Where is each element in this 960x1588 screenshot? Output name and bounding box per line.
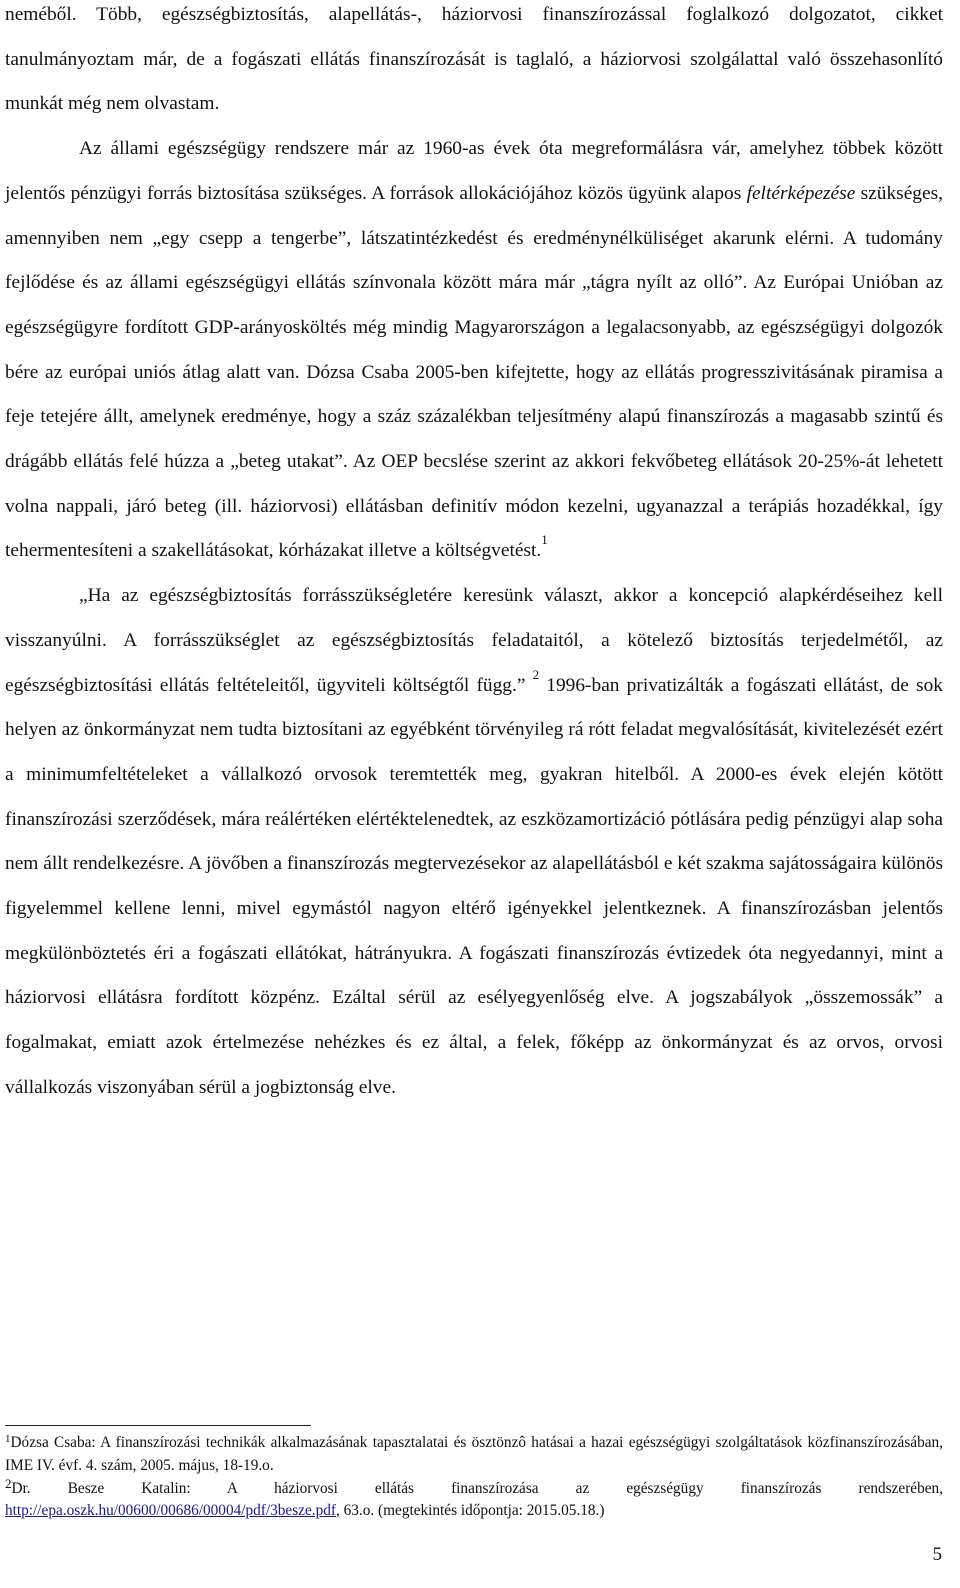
emphasis-feltérképezése: feltérképezése xyxy=(746,182,856,204)
page-number: 5 xyxy=(932,1544,942,1565)
footnote-2-link[interactable]: http://epa.oszk.hu/00600/00686/00004/pdf/3besze.pdf xyxy=(5,1502,336,1520)
footnote-separator xyxy=(5,1425,311,1426)
paragraph-3-quote: „Ha az egészségbiztosítás forrásszükségletére keresünk választ, akkor a koncepció alapkérdéseihez kell visszanyúlni. A forrásszükséglet az egészségbiztosítás feladataitól, a kötelező biztosítás terjedelmétől, az egészségbiztosítási ellátás feltételeitől, ügyviteli költségtől függ.” xyxy=(5,585,943,696)
footnote-2-text: Dr. Besze Katalin: A háziorvosi ellátás finanszírozása az egészségügy finanszírozás rendszerében, xyxy=(11,1479,943,1497)
paragraph-3 xyxy=(5,574,943,1110)
footnote-2-tail: , 63.o. (megtekintés időpontja: 2015.05.18.) xyxy=(335,1502,605,1520)
body-text xyxy=(5,0,943,1111)
footnote-1-mark: 1 xyxy=(5,1433,11,1445)
paragraph-2-text-b: szükséges, amennyiben nem „egy csepp a tengerbe”, látszatintézkedést és eredménynélküliséget akarunk elérni. A tudomány fejlődése és az állami egészségügyi ellátás színvonala között mára már „tágra nyílt az olló”. Az Európai Unióban az egészségügyre fordított GDP-arányosköltés még mindig Magyarországon a legalacsonyabb, az egészségügyi dolgozók bére az európai uniós átlag alatt van. Dózsa Csaba 2005-ben kifejtette, hogy az ellátás progresszivitásának piramisa a feje tetejére állt, amelynek eredménye, hogy a száz százalékban teljesítmény alapú finanszírozás a magasabb szintű és drágább ellátás felé húzza a „beteg utakat”. Az OEP becslése szerint az akkori fekvőbeteg ellátások 20-25%-át lehetett volna nappali, járó beteg (ill. háziorvosi) ellátásban definitív módon kezelni, ugyanazzal a terápiás hozadékkal, így tehermentesíteni a szakellátásokat, kórházakat illetve a költségvetést. xyxy=(5,182,943,562)
paragraph-2-text-a: Az állami egészségügy rendszere már az 1960-as évek óta megreformálásra vár, amelyhez többek között jelentős pénzügyi forrás biztosítása szükséges. A források allokációjához közös ügyünk alapos xyxy=(5,138,943,204)
footnote-2-mark: 2 xyxy=(5,1475,12,1491)
paragraph-1: neméből. Több, egészségbiztosítás, alapellátás-, háziorvosi finanszírozással foglalkozó dolgozatot, cikket tanulmányoztam már, de a fogászati ellátás finanszírozását is taglaló, a háziorvosi szolgálattal való összehasonlító munkát még nem olvastam. xyxy=(5,4,943,115)
paragraph-3-text: 1996-ban privatizálták a fogászati ellátást, de sok helyen az önkormányzat nem tudta biztosítani az egyébként törvényileg rá rótt feladat megvalósítását, kivitelezését ezért a minimumfeltételeket a vállalkozó orvosok teremtették meg, gyakran hitelből. A 2000-es évek elején kötött finanszírozási szerződések, mára reálértéken elértéktelenedtek, az eszközamortizáció pótlására pedig pénzügyi alap soha nem állt rendelkezésre. A jövőben a finanszírozás megtervezésekor az alapellátásból e két szakma sajátosságaira különös figyelemmel kellene lenni, mivel egymástól nagyon eltérő igényekkel jelentkeznek. A finanszírozásban jelentős megkülönböztetés éri a fogászati ellátókat, hátrányukra. A fogászati finanszírozás évtizedek óta negyedannyi, mint a háziorvosi ellátásra fordított közpénz. Ezáltal sérül az esélyegyenlőség elve. A jogszabályok „összemossák” a fogalmakat, emiatt azok értelmezése nehézkes és ez által, a felek, főképp az önkormányzat és az orvos, orvosi vállalkozás viszonyában sérül a jogbiztonság elve. xyxy=(5,674,943,1098)
footnote-1-text: Dózsa Csaba: A finanszírozási technikák alkalmazásának tapasztalatai és ösztönzô hatásai a hazai egészségügyi szolgáltatások közfinanszírozásában, IME IV. évf. 4. szám, 2005. május, 18-19.o. xyxy=(5,1434,943,1474)
footnote-ref-2[interactable]: 2 xyxy=(532,666,540,682)
footnote-ref-1[interactable]: 1 xyxy=(541,532,548,548)
footnotes xyxy=(5,1432,943,1523)
paragraph-2 xyxy=(5,127,943,574)
footnote-1 xyxy=(5,1432,943,1478)
footnote-2 xyxy=(5,1475,943,1524)
